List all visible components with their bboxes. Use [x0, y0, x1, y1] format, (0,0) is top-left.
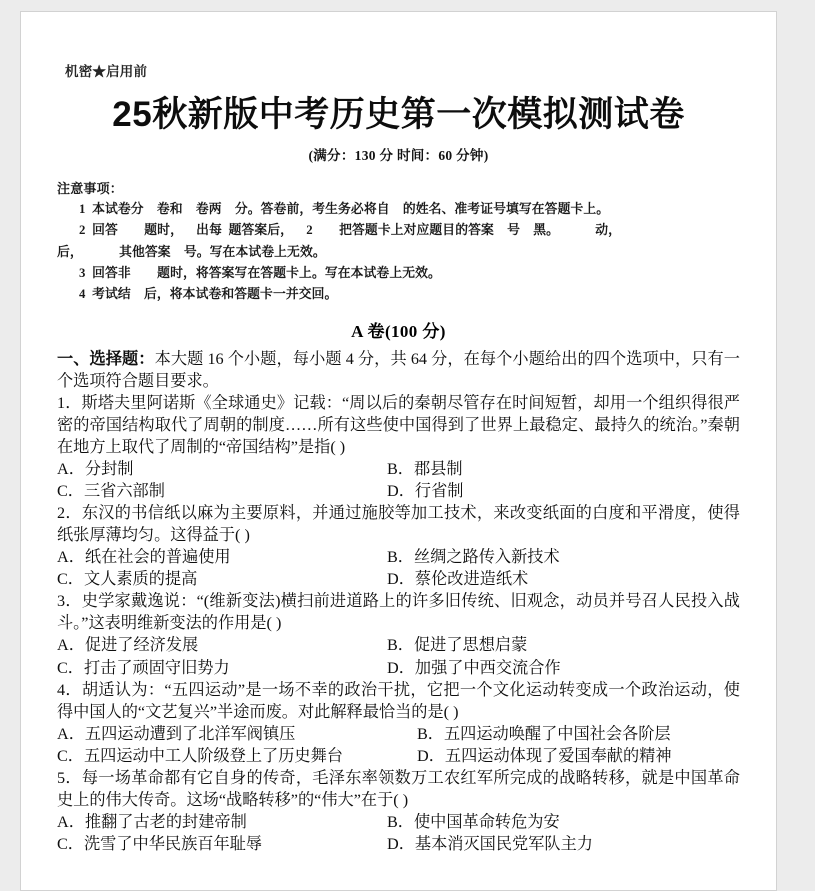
- option-d[interactable]: D．加强了中西交流合作: [387, 658, 561, 677]
- part-one-label: 一、选择题：: [57, 350, 155, 369]
- question-stem: 1．斯塔夫里阿诺斯《全球通史》记载：“周以后的秦朝尽管存在时间短暂，却用一个组织得很严密的帝国结构取代了周朝的制度……所有这些使中国得到了世界上最稳定、最持久的统治。”秦朝在地方上取代了周制的“帝国结构”是指( ): [57, 394, 740, 457]
- question-stem: 3．史学家戴逸说：“(维新变法)横扫前进道路上的许多旧传统、旧观念，动员并号召人民投入战斗。”这表明维新变法的作用是( ): [57, 592, 740, 633]
- option-b[interactable]: B．使中国革命转危为安: [387, 812, 560, 831]
- option-row: [57, 833, 740, 855]
- exam-paper-page: [20, 11, 777, 891]
- question-stem: 4．胡适认为：“五四运动”是一场不幸的政治干扰，它把一个文化运动转变成一个政治运动，使得中国人的“文艺复兴”半途而废。对此解释最恰当的是( ): [57, 680, 740, 721]
- option-a[interactable]: A．推翻了古老的封建帝制: [57, 812, 247, 831]
- question-1: [57, 392, 740, 502]
- option-b[interactable]: B．促进了思想启蒙: [387, 636, 528, 655]
- option-c[interactable]: C．三省六部制: [57, 482, 165, 501]
- option-row: [57, 657, 740, 679]
- option-a[interactable]: A．分封制: [57, 460, 134, 479]
- option-c[interactable]: C．文人素质的提高: [57, 570, 198, 589]
- question-stem: 2．东汉的书信纸以麻为主要原料，并通过施胶等加工技术，来改变纸面的白度和平滑度，使得纸张厚薄均匀。这得益于( ): [57, 504, 740, 545]
- page-content: [21, 12, 776, 855]
- page-title: 25秋新版中考历史第一次模拟测试卷: [112, 95, 685, 134]
- note-item: 3 回答非 题时，将答案写在答题卡上。写在本试卷上无效。: [79, 265, 441, 280]
- question-5: [57, 767, 740, 855]
- option-d[interactable]: D．五四运动体现了爱国奉献的精神: [417, 746, 672, 765]
- option-b[interactable]: B．五四运动唤醒了中国社会各阶层: [417, 724, 671, 743]
- part-one-instructions: [57, 348, 740, 392]
- exam-score-time-subtitle: (满分：130 分 时间：60 分钟): [308, 148, 489, 164]
- option-a[interactable]: A．促进了经济发展: [57, 636, 199, 655]
- option-row: [57, 546, 740, 568]
- note-item: 4 考试结 后，将本试卷和答题卡一并交回。: [79, 286, 338, 301]
- question-stem: 5．每一场革命都有它自身的传奇，毛泽东率领数万工农红军所完成的战略转移，就是中国革命史上的伟大传奇。这场“战略转移”的“伟大”在于( ): [57, 768, 740, 809]
- question-4: [57, 679, 740, 767]
- option-d[interactable]: D．基本消灭国民党军队主力: [387, 834, 593, 853]
- section-a-title: A 卷(100 分): [351, 322, 446, 342]
- part-one-desc: 本大题 16 个小题，每小题 4 分，共 64 分，在每个小题给出的四个选项中，只有一个选项符合题目要求。: [57, 350, 740, 391]
- option-row: [57, 811, 740, 833]
- option-row: [57, 745, 740, 767]
- option-c[interactable]: C．打击了顽固守旧势力: [57, 658, 230, 677]
- option-row: [57, 723, 740, 745]
- option-c[interactable]: C．五四运动中工人阶级登上了历史舞台: [57, 746, 343, 765]
- question-2: [57, 502, 740, 590]
- option-a[interactable]: A．纸在社会的普遍使用: [57, 548, 231, 567]
- option-b[interactable]: B．丝绸之路传入新技术: [387, 548, 560, 567]
- confidential-label: 机密★启用前: [65, 64, 148, 79]
- option-d[interactable]: D．行省制: [387, 482, 464, 501]
- option-c[interactable]: C．洗雪了中华民族百年耻辱: [57, 834, 263, 853]
- option-row: [57, 634, 740, 656]
- note-item: 2 回答 题时， 出每 题答案后， 2 把答题卡上对应题目的答案 号 黑。 动，: [79, 223, 622, 238]
- option-b[interactable]: B．郡县制: [387, 460, 463, 479]
- question-3: [57, 590, 740, 678]
- option-row: [57, 568, 740, 590]
- option-row: [57, 480, 740, 502]
- option-row: [57, 458, 740, 480]
- notes-heading: 注意事项：: [57, 181, 124, 197]
- note-item: 后， 其他答案 号。写在本试卷上无效。: [57, 244, 326, 259]
- option-a[interactable]: A．五四运动遭到了北洋军阀镇压: [57, 724, 296, 743]
- note-item: 1 本试卷分 卷和 卷两 分。答卷前，考生务必将自 的姓名、准考证号填写在答题卡上。: [79, 202, 610, 217]
- option-d[interactable]: D．蔡伦改进造纸术: [387, 570, 529, 589]
